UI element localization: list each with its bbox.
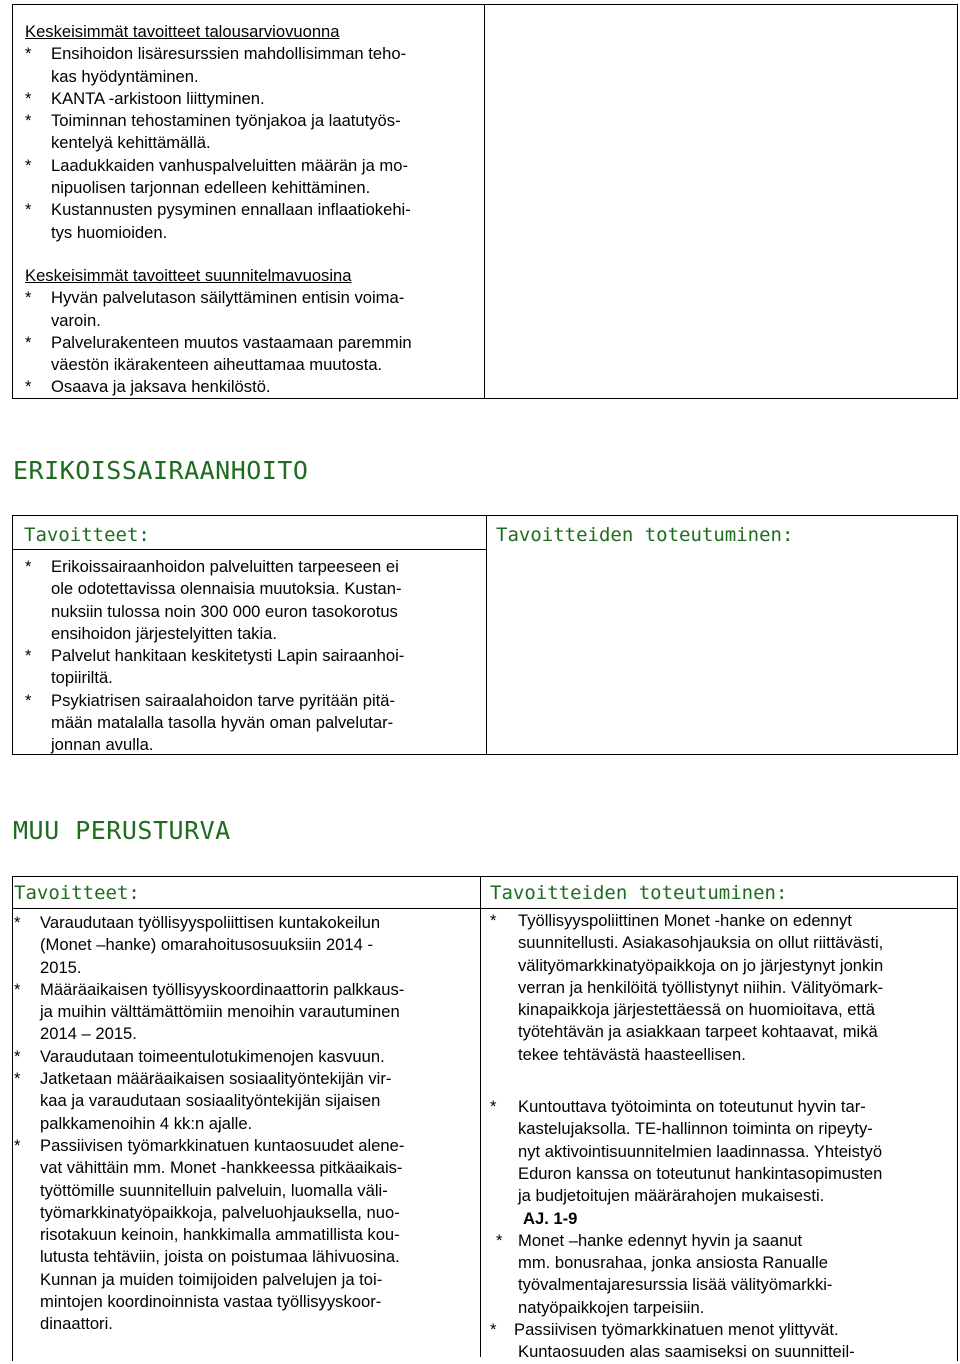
muu-realization-list — [490, 910, 955, 1364]
aj-label: AJ. 1-9 — [523, 1208, 578, 1228]
list-item: * Kuntouttava työtoiminta on toteutunut hyvin tar- kastelujaksolla. TE-hallinnon toiminta on ripeyty- nyt aktivointisuunnitelmien laadinnassa. Yhteistyö Eduron kanssa on toteutunut hankintasopimusten ja budjetoitujen määrärahojen mukaisesti. — [490, 1097, 883, 1206]
list-item: * Varaudutaan toimeentulotukimenojen kasvuun. — [14, 1046, 385, 1066]
list-item: * Varaudutaan työllisyyspoliittisen kuntakokeilun (Monet –hanke) omarahoitusosuuksiin 2014 - 2015. — [14, 913, 381, 977]
list-item: * Kustannusten pysyminen ennallaan inflaatiokehi- tys huomioiden. — [25, 200, 411, 242]
erikois-goals-list — [25, 556, 480, 757]
section-title-erikoissairaanhoito: ERIKOISSAIRAANHOITO — [13, 456, 309, 485]
list-item: * Palvelut hankitaan keskitetysti Lapin sairaanhoi- topiiriltä. — [25, 646, 405, 688]
top-goals-left — [25, 21, 480, 399]
top-goals-divider — [484, 4, 485, 399]
list-item: * Ensihoidon lisäresurssien mahdollisimman teho- kas hyödyntäminen. — [25, 44, 407, 86]
list-item: * Työllisyyspoliittinen Monet -hanke on edennyt suunnitellusti. Asiakasohjauksia on ollut riittävästi, välityömarkkinatyöpaikkoja on jo järjestynyt jonkin verran ja henkilöitä työllistynyt niihin. Välityömark- kinapaikkoja järjestettäessä on huomioitava, että työtehtävän ja asiakkaan tarpeet kohtaavat, mikä tekee tehtävästä haasteellisen. — [490, 911, 884, 1064]
list-item: * Määräaikaisen työllisyyskoordinaattorin palkkaus- ja muihin välttämättömiin menoihin varautuminen 2014 – 2015. — [14, 979, 405, 1044]
list-item: * Osaava ja jaksava henkilöstö. — [25, 377, 271, 397]
list-item: * Toiminnan tehostaminen työnjakoa ja laatutyös- kentelyä kehittämällä. — [25, 111, 401, 153]
list-item: * Palvelurakenteen muutos vastaamaan paremmin väestön ikärakenteen aiheuttamaa muutosta. — [25, 332, 412, 375]
muu-goals-head: Tavoitteet: — [14, 882, 140, 904]
list-item: * Erikoissairaanhoidon palveluitten tarpeeseen ei ole odotettavissa olennaisia muutoksia. Kustan- nuksiin tulossa noin 300 000 euron tasokorotus ensihoidon järjestelyitten takia. — [25, 557, 402, 643]
muu-goals-list — [14, 912, 476, 1336]
list-item: * KANTA -arkistoon liittyminen. — [25, 88, 265, 108]
list-item: * Monet –hanke edennyt hyvin ja saanut mm. bonusrahaa, jonka ansiosta Ranualle työvalmentajaresurssia lisää välityömarkki- natyöpaikkojen tarpeisiin. — [496, 1230, 833, 1317]
list-item: * Laadukkaiden vanhuspalveluitten määrän ja mo- nipuolisen tarjonnan edelleen kehittäminen. — [25, 155, 408, 198]
list-item: * Jatketaan määräaikaisen sosiaalityöntekijän vir- kaa ja varaudutaan sosiaalityöntekijän sijaisen palkkamenoihin 4 kk:n ajalle. — [14, 1069, 392, 1133]
list-item: * Passiivisen työmarkkinatuen menot ylittyvät. Kuntaosuuden alas saamiseksi on suunnitteil- — [490, 1320, 855, 1362]
erikois-divider — [486, 515, 487, 755]
plan-years-goals-heading: Keskeisimmät tavoitteet suunnitelmavuosina — [25, 265, 352, 285]
annual-goals-heading: Keskeisimmät tavoitteet talousarviovuonna — [25, 22, 340, 41]
muu-head-line — [12, 908, 958, 909]
muu-divider — [480, 876, 481, 1357]
muu-realization-head: Tavoitteiden toteutuminen: — [490, 882, 788, 904]
erikois-goals-head: Tavoitteet: — [24, 524, 150, 546]
erikois-head-line — [12, 549, 487, 550]
list-item: * Psykiatrisen sairaalahoidon tarve pyritään pitä- mään matalalla tasolla hyvän oman palvelutar- jonnan avulla. — [25, 690, 396, 755]
list-item: * Hyvän palvelutason säilyttäminen entisin voima- varoin. — [25, 288, 405, 330]
erikois-realization-head: Tavoitteiden toteutuminen: — [496, 524, 794, 546]
section-title-muu-perusturva: MUU PERUSTURVA — [13, 816, 231, 845]
list-item: * Passiivisen työmarkkinatuen kuntaosuudet alene- vat vähittäin mm. Monet -hankkeessa pitkäaikais- työttömille suunnitelluin palveluin, luomalla väli- työmarkkinatyöpaikkoja, palveluohjauksella, nuo- risotakuun keinoin, hankkimalla ammatillista kou- lutusta tehtäviin, joista on poistumaa lähivuosina. Kunnan ja muiden toimijoiden palvelujen ja toi- mintojen koordinoinnista vastaa työllisyyskoor- dinaattori. — [14, 1135, 405, 1334]
